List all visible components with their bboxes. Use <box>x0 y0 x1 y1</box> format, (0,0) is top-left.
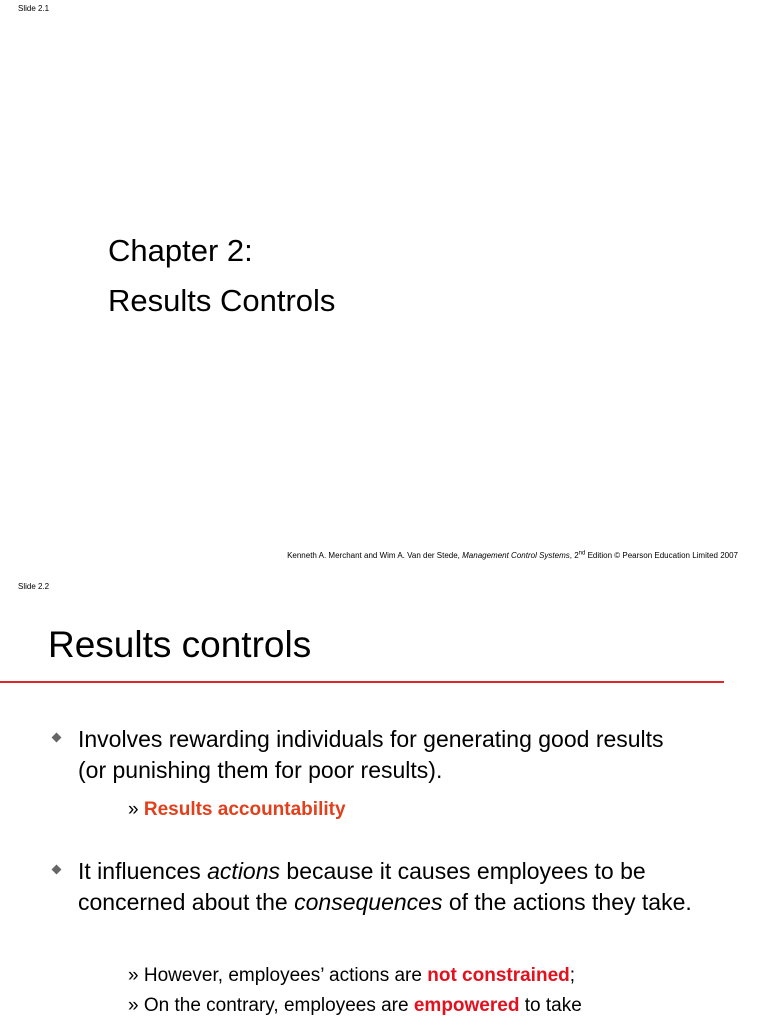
bullet-item <box>52 724 692 786</box>
slide-number: Slide 2.1 <box>18 4 50 13</box>
diamond-bullet-icon <box>52 733 62 743</box>
emphasis-actions: actions <box>207 858 281 884</box>
sub-bullet-item <box>128 994 582 1018</box>
slide-title: Results controls <box>48 624 312 665</box>
highlight-not-constrained: not constrained <box>427 965 570 986</box>
footer-authors: Kenneth A. Merchant and Wim A. Van der Stede, <box>287 551 460 560</box>
chapter-title-line-1: Chapter 2: <box>108 233 253 268</box>
footer-publisher: Edition © Pearson Education Limited 2007 <box>585 551 738 560</box>
bullet-text-part: of the actions they take. <box>442 889 692 915</box>
footer-book-title: Management Control Systems <box>462 551 570 560</box>
diamond-bullet-icon <box>52 865 62 875</box>
sub-bullet-item <box>128 798 346 822</box>
chapter-title <box>108 226 335 326</box>
highlight-results-accountability: Results accountability <box>143 799 346 820</box>
slide-2-2 <box>0 574 768 1024</box>
sub-bullet-text: » However, employees’ actions are <box>128 965 428 986</box>
sub-bullet-text: ; <box>569 965 576 986</box>
slide-number: Slide 2.2 <box>18 582 50 591</box>
sub-bullet-text: » On the contrary, employees are <box>128 995 414 1016</box>
copyright-footer <box>287 551 738 560</box>
emphasis-consequences: consequences <box>294 889 443 915</box>
bullet-text: Involves rewarding individuals for generating good results (or punishing them for poor results). <box>78 726 664 783</box>
footer-edition-sup: nd <box>578 550 586 557</box>
bullet-item <box>52 856 692 918</box>
sub-bullet-item <box>128 964 575 988</box>
bullet-text-part: It influences <box>78 858 208 884</box>
title-divider <box>0 681 724 683</box>
bullet-text <box>78 856 692 918</box>
sub-bullet-text: to take <box>519 995 582 1016</box>
sub-bullet-marker: » <box>128 799 144 820</box>
highlight-empowered: empowered <box>413 995 520 1016</box>
footer-edition: , 2 <box>569 551 579 560</box>
chapter-title-line-2: Results Controls <box>108 283 336 318</box>
bullet-text-part: because it causes employees to be concerned about the <box>78 858 646 915</box>
